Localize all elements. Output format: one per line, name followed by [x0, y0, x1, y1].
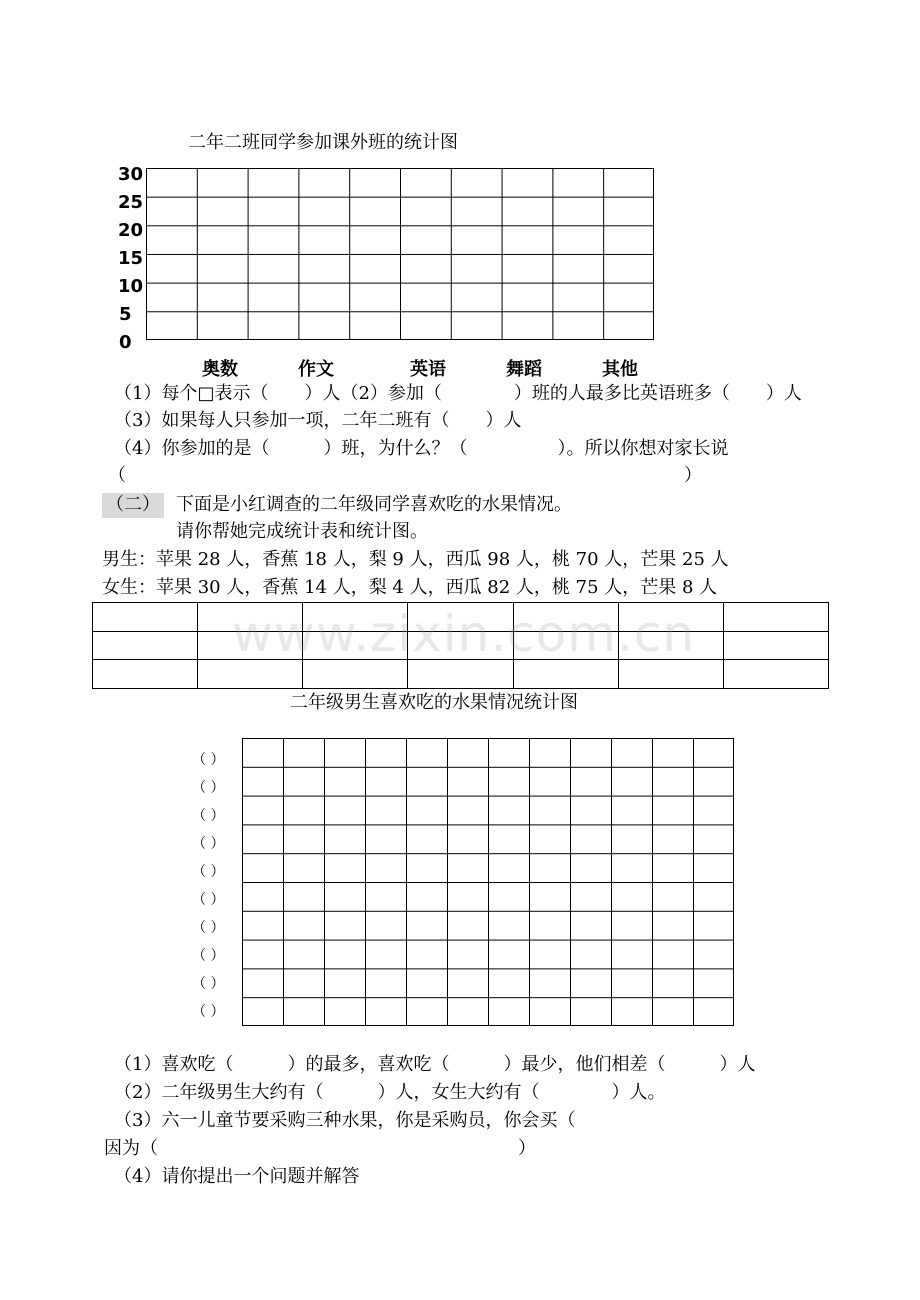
- table-row: [93, 660, 829, 689]
- chart1-y-tick: 30: [118, 164, 144, 185]
- table-cell[interactable]: [93, 631, 198, 660]
- chart1-x-label: 英语: [410, 359, 446, 380]
- chart1-x-label: 奥数: [202, 359, 238, 380]
- chart1-x-label: 作文: [298, 359, 334, 380]
- boys-data: 男生：苹果 28 人，香蕉 18 人，梨 9 人，西瓜 98 人，桃 70 人，芒果 25 人: [102, 549, 729, 570]
- question-4: （4）你参加的是（ ）班，为什么？（ ）。所以你想对家长说: [114, 438, 729, 459]
- question2-3-because: 因为（ ）: [104, 1138, 536, 1159]
- table-cell[interactable]: [618, 660, 723, 689]
- table-cell[interactable]: [723, 660, 828, 689]
- table-cell[interactable]: [723, 631, 828, 660]
- chart1-y-tick: 20: [118, 220, 144, 241]
- question2-2: （2）二年级男生大约有（ ）人，女生大约有（ ）人。: [114, 1082, 666, 1103]
- table-cell[interactable]: [513, 660, 618, 689]
- section-2-intro-line2: 请你帮她完成统计表和统计图。: [176, 521, 428, 542]
- table-cell[interactable]: [408, 660, 513, 689]
- chart2-y-blank: （ ）: [192, 976, 225, 992]
- chart2-y-blank: （ ）: [192, 780, 225, 796]
- chart2-y-blank: （ ）: [192, 892, 225, 908]
- chart1-y-tick: 5: [119, 304, 132, 325]
- table-cell[interactable]: [93, 603, 198, 632]
- chart1-y-tick: 25: [118, 192, 144, 213]
- chart2-title: 二年级男生喜欢吃的水果情况统计图: [290, 692, 578, 713]
- question-1-2: （1）每个□表示（ ）人（2）参加（ ）班的人最多比英语班多（ ）人: [114, 383, 802, 404]
- section-2-tag: （二）: [106, 494, 160, 515]
- question-4-answer-line: （ ）: [108, 465, 702, 486]
- chart2-y-blank: （ ）: [192, 864, 225, 880]
- section-2-intro-line1: 下面是小红调查的二年级同学喜欢吃的水果情况。: [176, 494, 572, 515]
- chart1-y-tick: 0: [119, 332, 132, 353]
- question2-4: （4）请你提出一个问题并解答: [114, 1166, 360, 1187]
- girls-data: 女生：苹果 30 人，香蕉 14 人，梨 4 人，西瓜 82 人，桃 75 人，芒果 8 人: [102, 577, 718, 598]
- chart1-y-tick: 10: [118, 276, 144, 297]
- chart1-x-label: 舞蹈: [506, 359, 542, 380]
- watermark: www.zixin.com.cn: [232, 605, 696, 663]
- question2-3: （3）六一儿童节要采购三种水果，你是采购员，你会买（: [114, 1110, 576, 1131]
- question-3: （3）如果每人只参加一项，二年二班有（ ）人: [114, 410, 522, 431]
- chart1-y-tick: 15: [118, 248, 144, 269]
- table-cell[interactable]: [723, 603, 828, 632]
- chart1-x-label: 其他: [602, 359, 638, 380]
- chart2-y-blank: （ ）: [192, 948, 225, 964]
- chart2-grid: [242, 738, 734, 1026]
- chart1-title: 二年二班同学参加课外班的统计图: [188, 132, 458, 153]
- table-cell[interactable]: [93, 660, 198, 689]
- chart2-y-blank: （ ）: [192, 920, 225, 936]
- table-cell[interactable]: [198, 660, 303, 689]
- question2-1: （1）喜欢吃（ ）的最多，喜欢吃（ ）最少，他们相差（ ）人: [114, 1054, 756, 1075]
- chart2-y-blank: （ ）: [192, 836, 225, 852]
- chart2-y-blank: （ ）: [192, 1004, 225, 1020]
- table-cell[interactable]: [303, 660, 408, 689]
- chart1-grid: [146, 168, 654, 340]
- chart2-y-blank: （ ）: [192, 752, 225, 768]
- chart2-y-blank: （ ）: [192, 808, 225, 824]
